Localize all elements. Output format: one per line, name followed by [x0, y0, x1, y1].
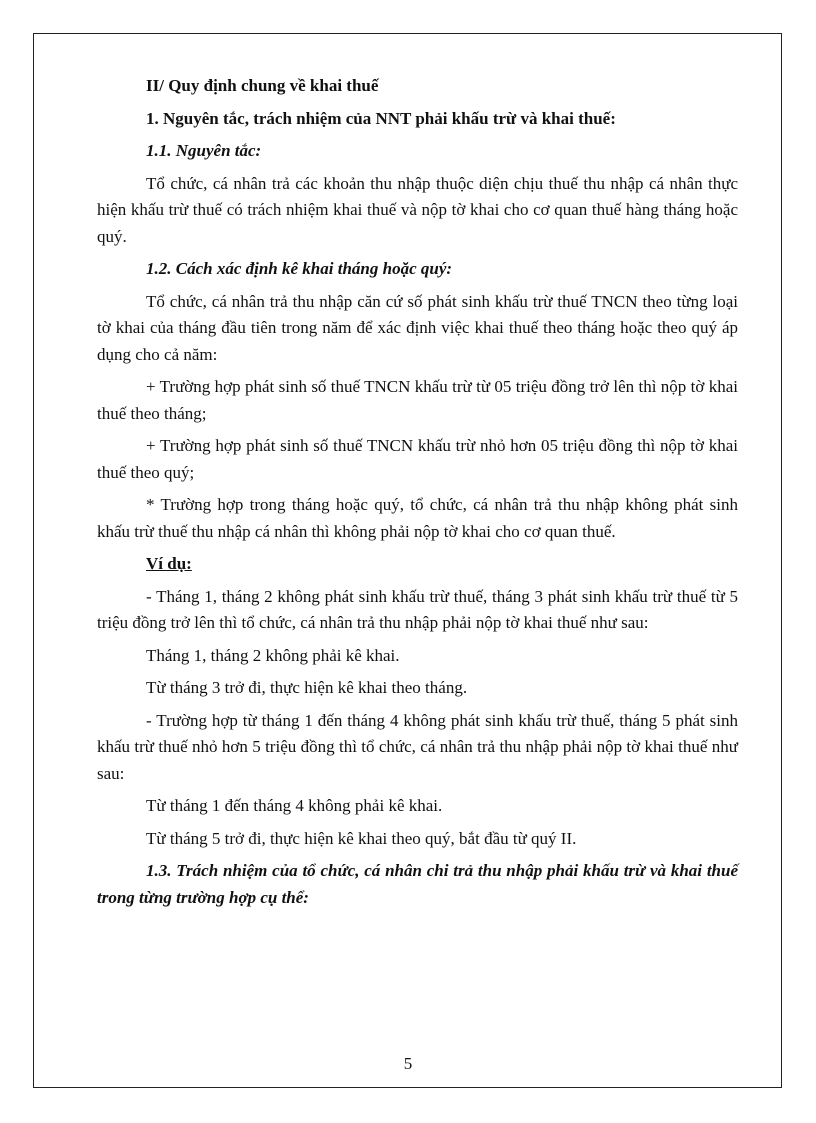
example-label: Ví dụ:	[146, 554, 192, 573]
example-1-b: Từ tháng 3 trở đi, thực hiện kê khai theo tháng.	[146, 678, 468, 697]
bullet-quarterly: + Trường hợp phát sinh số thuế TNCN khấu trừ nhỏ hơn 05 triệu đồng thì nộp tờ khai thuế theo quý;	[97, 436, 738, 482]
document-body	[97, 73, 738, 917]
page-number: 5	[403, 1054, 413, 1073]
heading-1-2: 1.2. Cách xác định kê khai tháng hoặc quý:	[146, 259, 453, 278]
example-2: - Trường hợp từ tháng 1 đến tháng 4 không phát sinh khấu trừ thuế, tháng 5 phát sinh khấu trừ thuế nhỏ hơn 5 triệu đồng thì tổ chức, cá nhân trả thu nhập phải nộp tờ khai thuế như sau:	[97, 710, 738, 783]
example-2-b: Từ tháng 5 trở đi, thực hiện kê khai theo quý, bắt đầu từ quý II.	[146, 828, 577, 848]
heading-1-1: 1.1. Nguyên tắc:	[146, 141, 262, 160]
paragraph-1-1: Tổ chức, cá nhân trả các khoản thu nhập thuộc diện chịu thuế thu nhập cá nhân thực hiện khấu trừ thuế có trách nhiệm khai thuế và nộp tờ khai cho cơ quan thuế hàng tháng hoặc quý.	[97, 173, 738, 246]
heading-1: 1. Nguyên tắc, trách nhiệm của NNT phải khấu trừ và khai thuế:	[146, 108, 616, 128]
example-2-a: Từ tháng 1 đến tháng 4 không phải kê khai.	[146, 796, 443, 815]
section-title: II/ Quy định chung về khai thuế	[146, 76, 379, 95]
heading-1-3: 1.3. Trách nhiệm của tổ chức, cá nhân chi trả thu nhập phải khấu trừ và khai thuế trong từng trường hợp cụ thể:	[97, 861, 738, 907]
paragraph-1-2: Tổ chức, cá nhân trả thu nhập căn cứ số phát sinh khấu trừ thuế TNCN theo từng loại tờ khai của tháng đầu tiên trong năm để xác định việc khai thuế theo tháng hoặc theo quý áp dụng cho cả năm:	[97, 291, 738, 364]
bullet-monthly: + Trường hợp phát sinh số thuế TNCN khấu trừ từ 05 triệu đồng trở lên thì nộp tờ khai thuế theo tháng;	[97, 377, 738, 423]
note-paragraph: * Trường hợp trong tháng hoặc quý, tổ chức, cá nhân trả thu nhập không phát sinh khấu trừ thuế thu nhập cá nhân thì không phải nộp tờ khai cho cơ quan thuế.	[97, 495, 738, 541]
example-1: - Tháng 1, tháng 2 không phát sinh khấu trừ thuế, tháng 3 phát sinh khấu trừ thuế từ 5 triệu đồng trở lên thì tổ chức, cá nhân trả thu nhập phải nộp tờ khai thuế như sau:	[97, 586, 738, 632]
example-1-a: Tháng 1, tháng 2 không phải kê khai.	[146, 645, 400, 665]
